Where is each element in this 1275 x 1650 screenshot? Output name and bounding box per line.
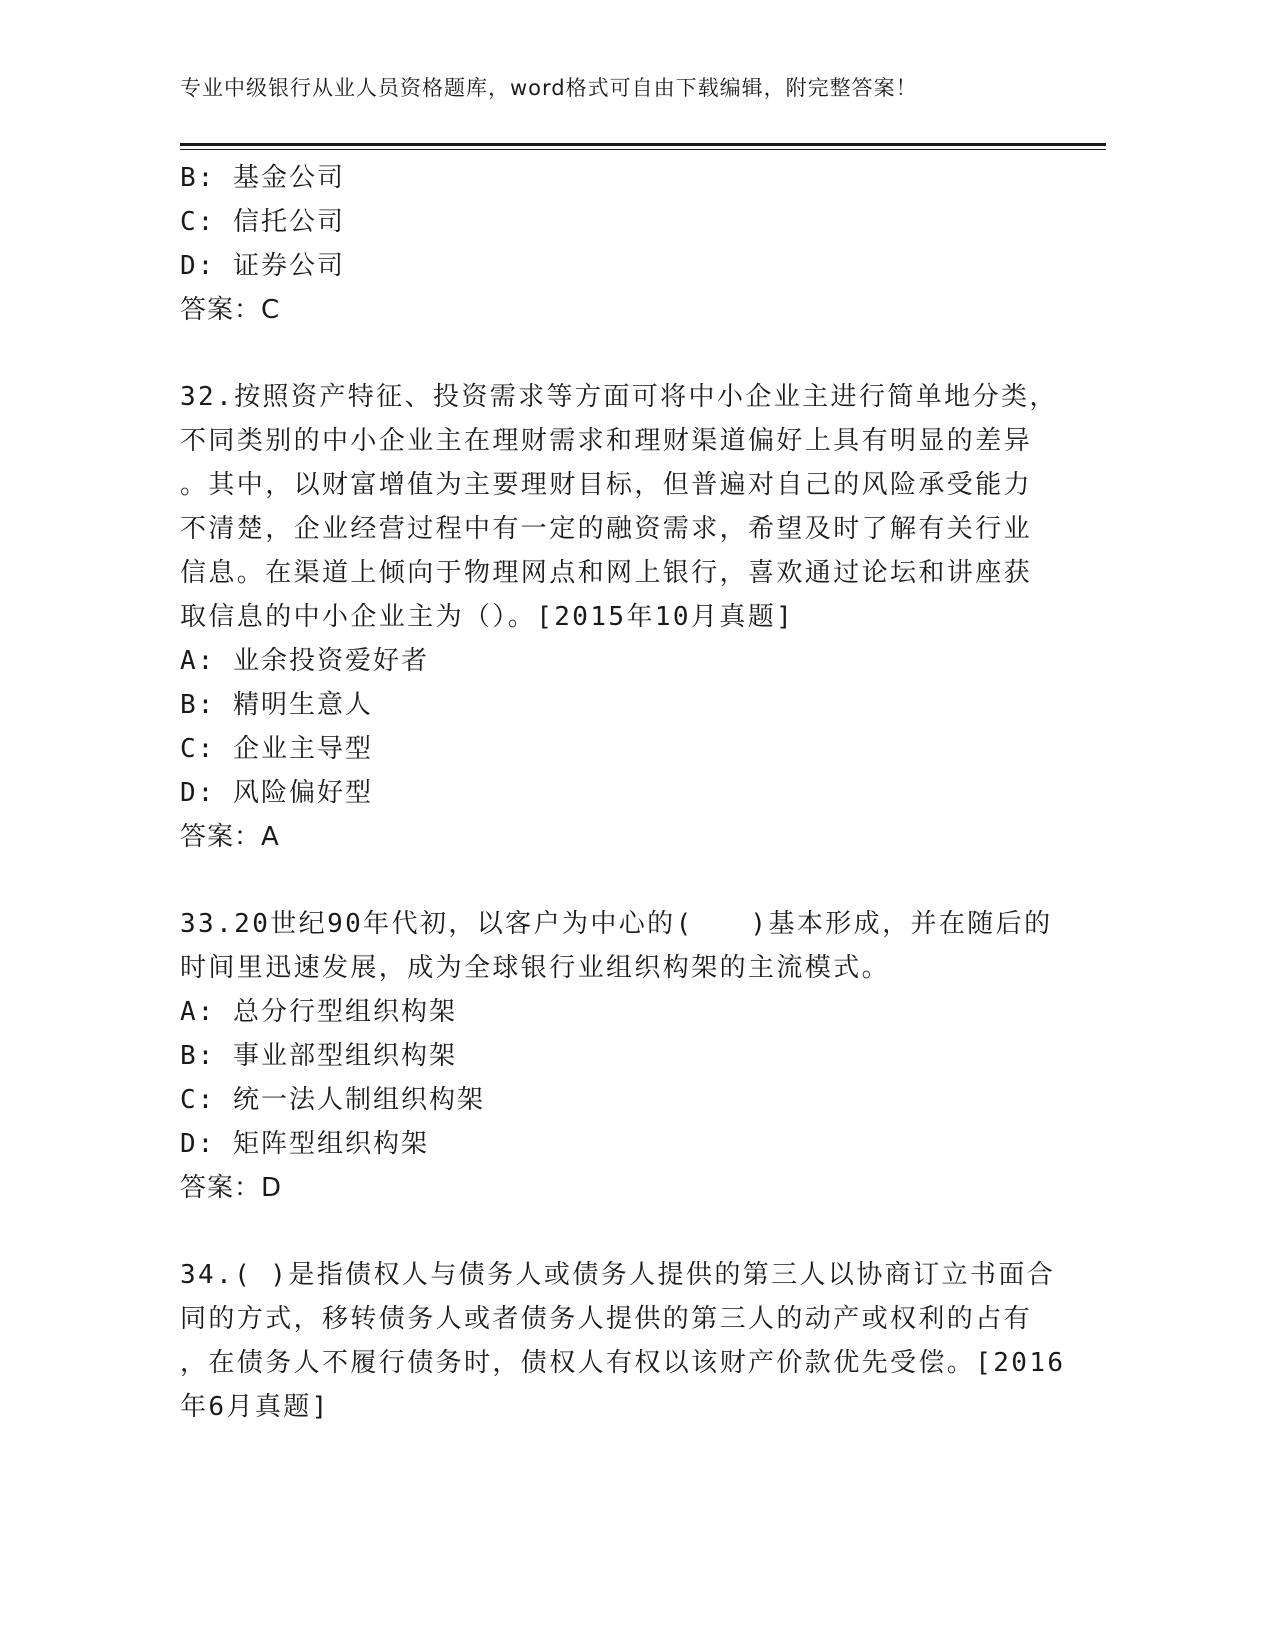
option-a: A: 业余投资爱好者 bbox=[180, 646, 429, 676]
spacer bbox=[180, 332, 1060, 375]
answer: 答案：C bbox=[180, 295, 281, 325]
question-stem bbox=[180, 902, 1060, 990]
stem-line: 年6月真题] bbox=[180, 1392, 330, 1422]
option-b: B: 精明生意人 bbox=[180, 690, 373, 720]
stem-line: 不同类别的中小企业主在理财需求和理财渠道偏好上具有明显的差异 bbox=[180, 426, 1033, 456]
stem-line: 不清楚，企业经营过程中有一定的融资需求，希望及时了解有关行业 bbox=[180, 514, 1033, 544]
question-stem bbox=[180, 375, 1060, 639]
question-content bbox=[180, 156, 1066, 1429]
question-34 bbox=[180, 1253, 1066, 1429]
stem-line: 。其中，以财富增值为主要理财目标，但普遍对自己的风险承受能力 bbox=[180, 470, 1033, 500]
page-header: 专业中级银行从业人员资格题库，word格式可自由下载编辑，附完整答案！ bbox=[180, 76, 918, 100]
option-a: A: 总分行型组织构架 bbox=[180, 997, 457, 1027]
stem-line: 时间里迅速发展，成为全球银行业组织构架的主流模式。 bbox=[180, 953, 891, 983]
answer: 答案：A bbox=[180, 822, 280, 852]
question-stem bbox=[180, 1253, 1066, 1429]
option-c: C: 信托公司 bbox=[180, 207, 345, 237]
header-divider-thin bbox=[180, 149, 1106, 150]
option-d: D: 证券公司 bbox=[180, 251, 345, 281]
option-b: B: 基金公司 bbox=[180, 163, 345, 193]
option-c: C: 企业主导型 bbox=[180, 734, 373, 764]
stem-line: 信息。在渠道上倾向于物理网点和网上银行，喜欢通过论坛和讲座获 bbox=[180, 558, 1033, 588]
stem-line: 34.( )是指债权人与债务人或债务人提供的第三人以协商订立书面合 bbox=[180, 1260, 1056, 1290]
question-31-tail bbox=[180, 156, 1060, 332]
option-d: D: 矩阵型组织构架 bbox=[180, 1129, 429, 1159]
stem-line: 33.20世纪90年代初，以客户为中心的( )基本形成，并在随后的 bbox=[180, 909, 1053, 939]
option-b: B: 事业部型组织构架 bbox=[180, 1041, 457, 1071]
question-32 bbox=[180, 375, 1060, 859]
stem-line: 取信息的中小企业主为（）。[2015年10月真题] bbox=[180, 602, 795, 632]
question-33 bbox=[180, 902, 1060, 1210]
option-c: C: 统一法人制组织构架 bbox=[180, 1085, 485, 1115]
spacer bbox=[180, 1210, 1060, 1253]
header-divider-thick bbox=[180, 143, 1106, 146]
option-d: D: 风险偏好型 bbox=[180, 778, 373, 808]
stem-line: 32.按照资产特征、投资需求等方面可将中小企业主进行简单地分类， bbox=[180, 382, 1058, 412]
spacer bbox=[180, 859, 1060, 902]
stem-line: ，在债务人不履行债务时，债权人有权以该财产价款优先受偿。[2016 bbox=[180, 1348, 1066, 1378]
answer: 答案：D bbox=[180, 1173, 283, 1203]
stem-line: 同的方式，移转债务人或者债务人提供的第三人的动产或权利的占有 bbox=[180, 1304, 1033, 1334]
